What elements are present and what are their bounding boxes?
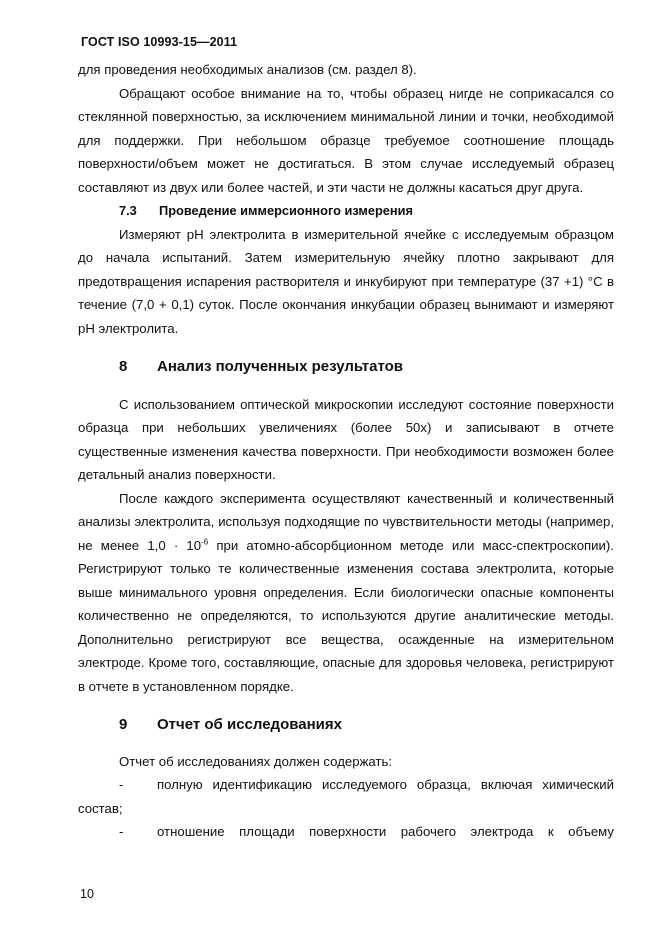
subsection-number: 7.3 bbox=[119, 203, 137, 218]
paragraph-ph-measurement: Измеряют pH электролита в измерительной ячейке с исследуемым образцом до начала испытаний. Затем измерительную ячейку плотно закрывают для предотвращения испарения растворителя и инкубируют при температуре (37 +1) °С в течение (7,0 + 0,1) суток. После окончания инкубации образец вынимают и измеряют pH электролита. bbox=[78, 226, 614, 336]
page-number: 10 bbox=[80, 887, 94, 901]
list-item-text: отношение площади поверхности рабочего электрода к объему bbox=[157, 824, 614, 839]
list-item bbox=[78, 773, 614, 820]
analysis-text-a: После каждого эксперимента осуществляют качественный и количественный анализы электролита, используя подходящие по чувствительности методы (например, не менее 1,0 · 10 bbox=[78, 490, 614, 553]
subsection-title: Проведение иммерсионного измерения bbox=[159, 203, 413, 218]
exponent: -6 bbox=[201, 537, 209, 547]
section-number: 8 bbox=[119, 358, 128, 375]
analysis-text-b: при атомно-абсорбционном методе или масс-спектроскопии). Регистрируют только те количественные изменения состава электролита, которые выше минимального уровня определения. Если биологически опасные компоненты количественно не определяются, то используются другие аналитические методы. Дополнительно регистрируют все вещества, осажденные на измерительном электроде. Кроме того, составляющие, опасные для здоровья человека, регистрируют в отчете в установленном порядке. bbox=[78, 537, 614, 694]
section-title: Отчет об исследованиях bbox=[157, 716, 342, 733]
paragraph-microscopy: С использованием оптической микроскопии исследуют состояние поверхности образца при небольших увеличениях (более 50х) и записывают в отчете существенные изменения качества поверхности. При необходимости возможен более детальный анализ поверхности. bbox=[78, 396, 614, 482]
document-body bbox=[78, 58, 614, 844]
paragraph-continuation: для проведения необходимых анализов (см. раздел 8). bbox=[78, 62, 417, 77]
section-heading-8 bbox=[78, 355, 614, 379]
paragraph-analysis bbox=[78, 487, 614, 699]
list-dash: - bbox=[119, 777, 124, 792]
paragraph-report-intro: Отчет об исследованиях должен содержать: bbox=[119, 753, 393, 769]
section-heading-9 bbox=[78, 713, 614, 737]
section-number: 9 bbox=[119, 716, 128, 733]
paragraph-attention: Обращают особое внимание на то, чтобы образец нигде не соприкасался со стеклянной поверхностью, за исключением минимальной линии и точки, необходимой для поддержки. При небольшом образце требуемое соотношение площадь поверхности/объем может не достигаться. В этом случае исследуемый образец составляют из двух или более частей, и эти части не должны касаться друг друга. bbox=[78, 85, 614, 195]
document-header: ГОСТ ISO 10993-15—2011 bbox=[81, 35, 238, 49]
list-dash: - bbox=[119, 824, 124, 839]
list-item bbox=[78, 820, 614, 844]
section-title: Анализ полученных результатов bbox=[157, 358, 404, 375]
subsection-heading-7-3 bbox=[78, 199, 614, 223]
list-item-text: полную идентификацию исследуемого образца, включая химический состав; bbox=[78, 777, 614, 816]
